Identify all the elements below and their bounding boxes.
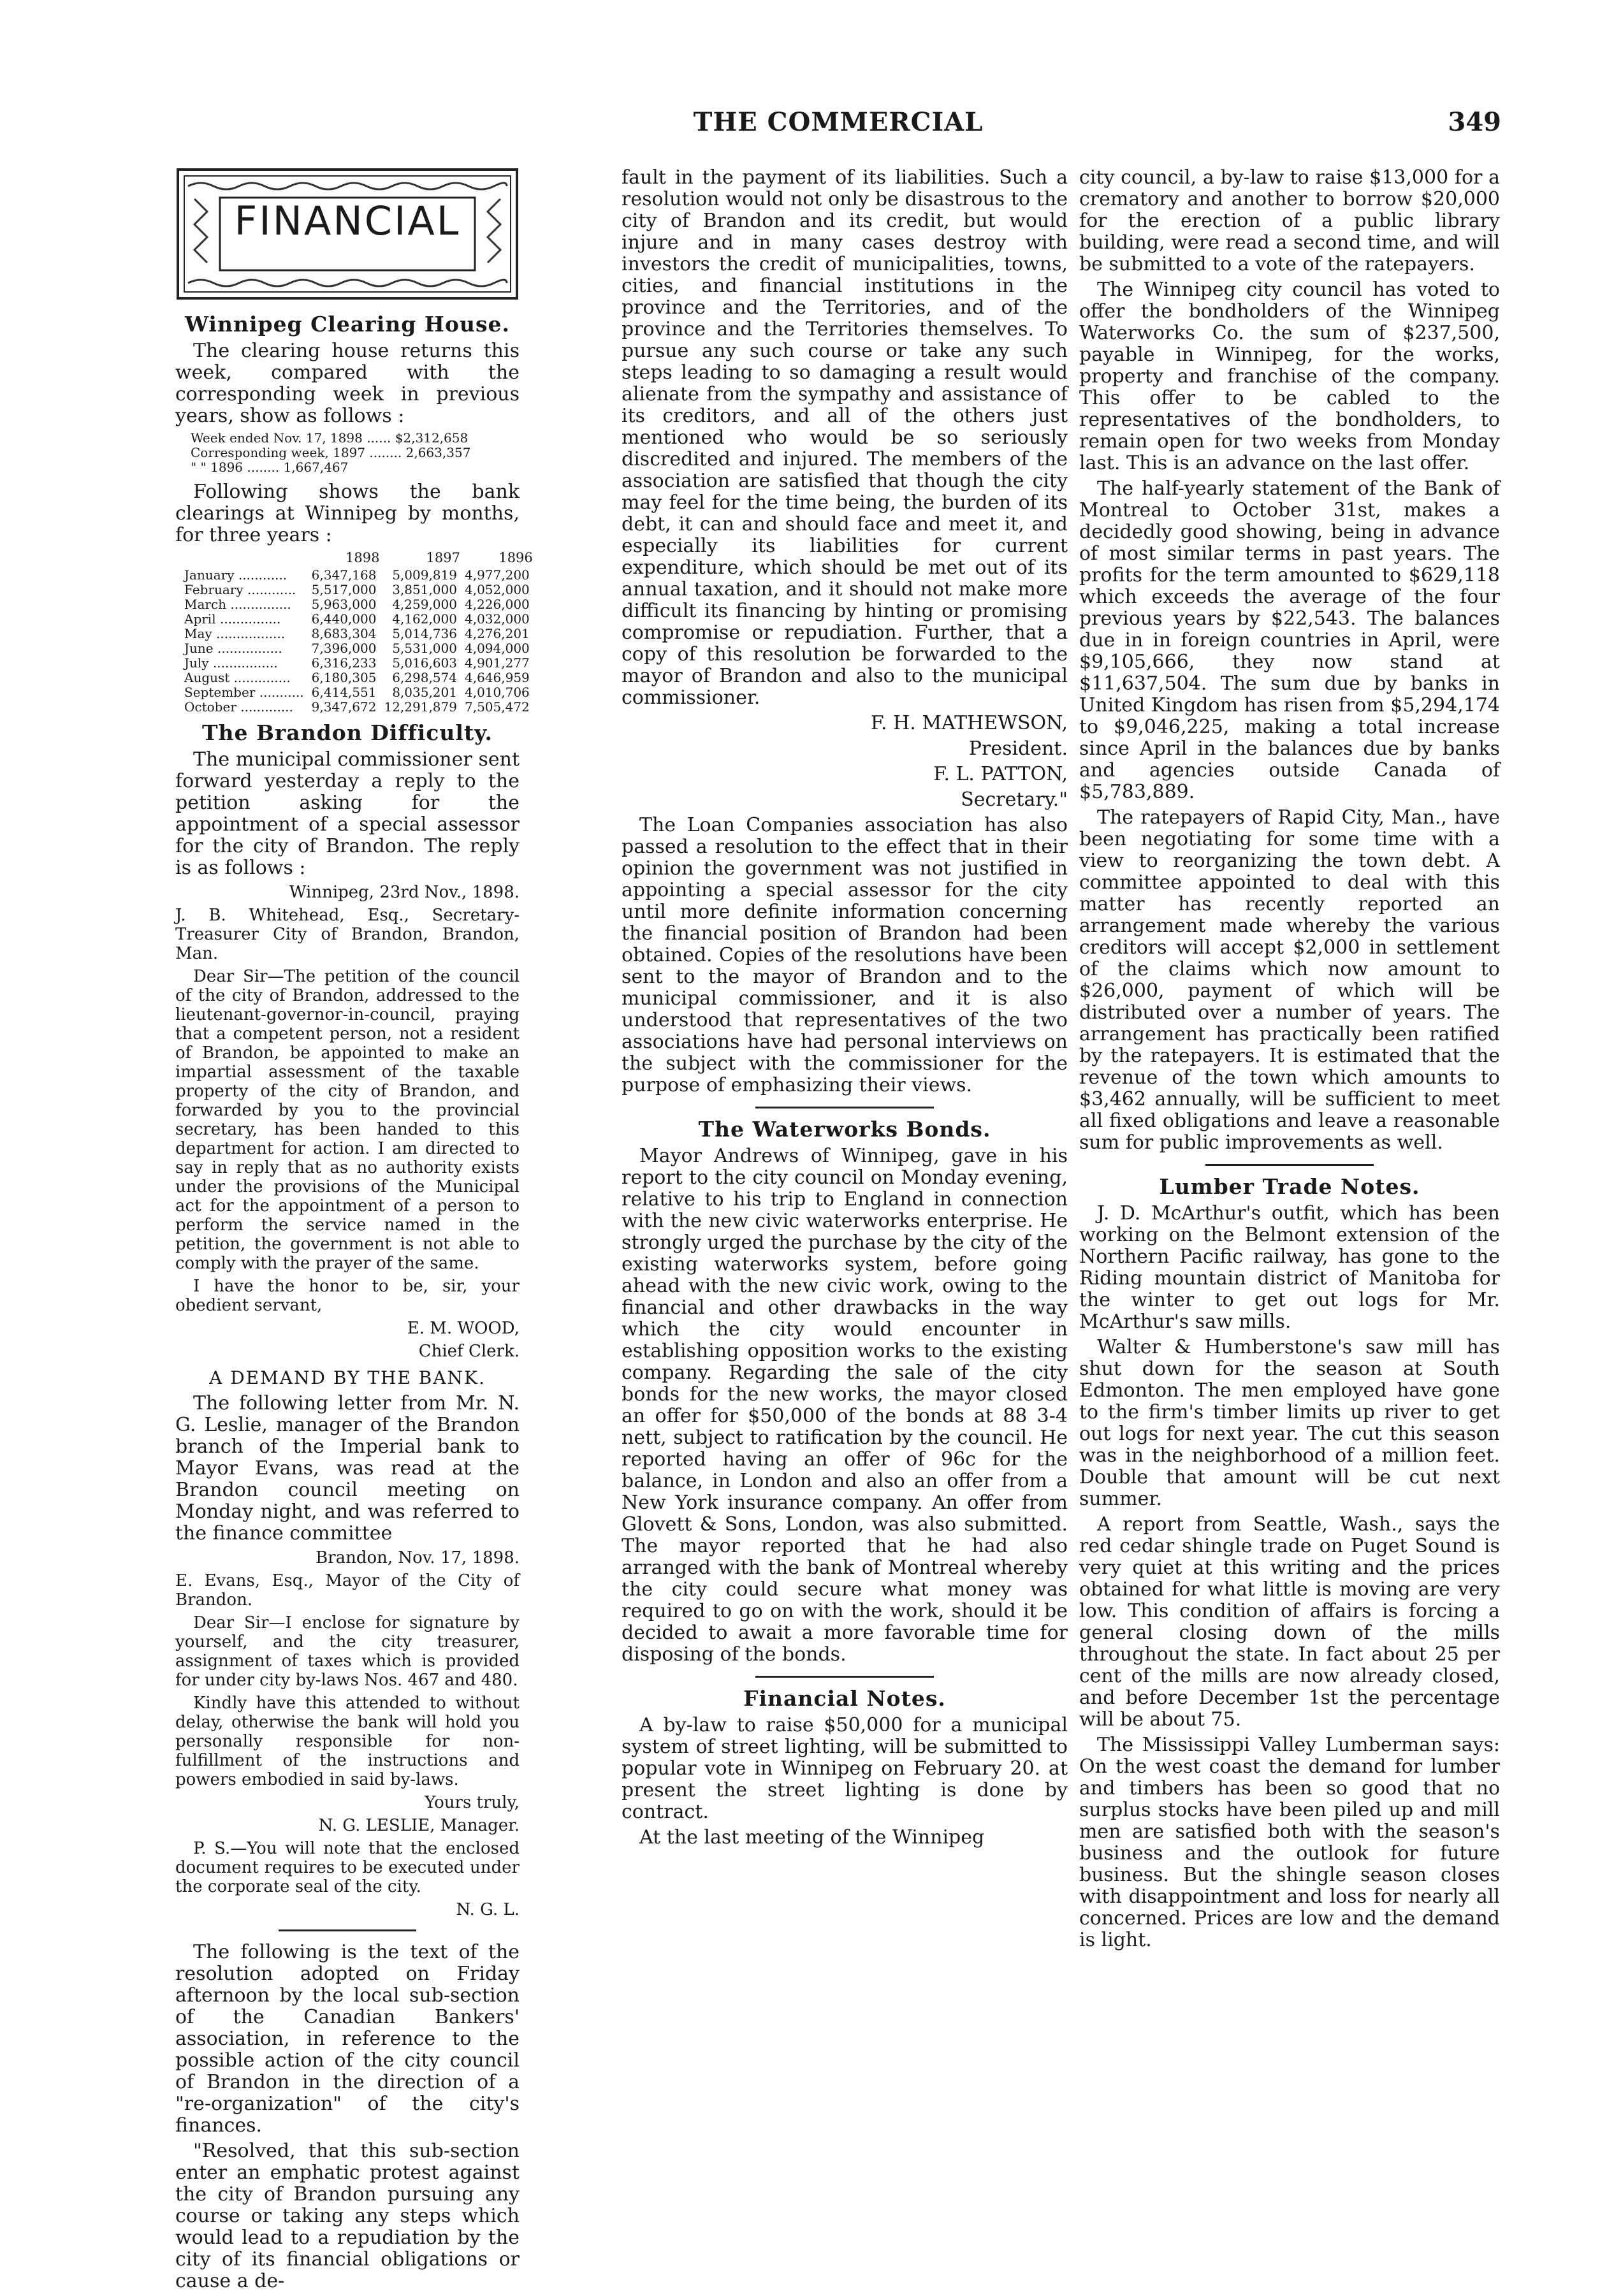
masthead <box>175 107 1501 145</box>
table-row <box>180 656 534 671</box>
table-row <box>180 641 534 656</box>
heading-brandon: The Brandon Difficulty. <box>201 720 493 745</box>
para-loan: The Loan Companies association has also passed a resolution to the effect that in their opinion the government was not justified in appointing a special assessor for the city until more definite information concerning the financial position of Brandon had been obtained. Copies of the resolutions have been sent to the mayor of Brandon and to the municipal commissioner, and it is also understood that representatives of the two associations have had personal interviews on the subject with the commissioner for the purpose of emphasizing their views. <box>622 814 1068 1096</box>
divider <box>1205 1164 1374 1166</box>
signature-name: F. H. MATHEWSON, <box>870 712 1068 734</box>
value-cell: 4,162,000 <box>392 611 457 627</box>
letter-body: Dear Sir—The petition of the council of the city of Brandon, addressed to the lieutenant-governor-in-council, praying that a competent person, not a resident of Brandon, be appointed to make an impartial assessment of the taxable property of the city of Brandon, and forwarded by you to the provincial secretary, has been handed to this department for action. I am directed to say in reply that as no authority exists under the provisions of the Municipal act for the appointment of a person to perform the service named in the petition, the government is not able to comply with the prayer of the same. <box>175 967 520 1273</box>
para-rapid-city: The ratepayers of Rapid City, Man., have been negotiating for some time with a view to reorganizing the town debt. A committee appointed to deal with this matter has recently reported an arrangement made whereby the various creditors will accept $2,000 in settlement of the claims which now amount to $26,000, payment of which will be distributed over a number of years. The arrangement has practically been ratified by the ratepayers. It is estimated that the revenue of the town which amounts to $3,462 annually, will be sufficient to meet all fixed obligations and leave a reasonable sum for public improvements as well. <box>1079 806 1500 1154</box>
value-cell: 6,347,168 <box>311 567 377 583</box>
para-following: Following shows the bank clearings at Winnipeg by months, for three years : <box>175 481 520 546</box>
value-cell: 7,396,000 <box>311 641 377 656</box>
demand-ps: P. S.—You will note that the enclosed document requires to be executed under the corporate seal of the city. <box>175 1839 520 1896</box>
value-cell: 4,032,000 <box>464 611 530 627</box>
para-seattle: A report from Seattle, Wash., says the red cedar shingle trade on Puget Sound is very quiet at this writing and the prices obtained for what little is moving are very low. This condition of affairs is forcing a general closing down of the mills throughout the state. In fact about 25 per cent of the mills are now already closed, and before December 1st the percentage will be about 75. <box>1079 1513 1500 1731</box>
value-cell: 7,505,472 <box>464 699 530 715</box>
month-cell: March ............... <box>184 597 291 612</box>
heading-demand: A DEMAND BY THE BANK. <box>209 1367 486 1388</box>
demand-body: Dear Sir—I enclose for signature by yourself, and the city treasurer, assignment of taxes which is provided for under city by-laws Nos. 467 and 480. <box>175 1613 520 1690</box>
value-cell: 5,014,736 <box>392 626 457 641</box>
value-cell: 5,009,819 <box>392 567 457 583</box>
divider <box>279 1929 416 1931</box>
para-mississippi: The Mississippi Valley Lumberman says: On the west coast the demand for lumber and timbers has been so good that no surplus stocks have been piled up and mill men are satisfied both with the season's business and the outlook for future business. But the shingle season closes with disappointment and loss for nearly all concerned. Prices are low and the demand is light. <box>1079 1734 1500 1951</box>
value-cell: 8,683,304 <box>311 626 377 641</box>
value-cell: 6,298,574 <box>392 670 457 685</box>
para-waterworks: Mayor Andrews of Winnipeg, gave in his report to the city council on Monday evening, relative to his trip to England in connection with the new civic waterworks enterprise. He strongly urged the purchase by the city of the existing waterworks system, before going ahead with the new civic work, owing to the financial and other drawbacks in the way which the city would encounter in establishing opposition works to the existing company. Regarding the sale of the city bonds for the new works, the mayor closed an offer for $50,000 of the bonds at 88 3-4 nett, subject to ratification by the council. He reported having an offer of 96c for the balance, in London and also an offer from a New York insurance company. An offer from Glovett & Sons, London, was also submitted. The mayor reported that he had also arranged with the bank of Montreal whereby the city could secure what money was required to go on with the work, should it be decided to await a more favorable time for disposing of the bonds. <box>622 1145 1068 1666</box>
table-row <box>180 597 534 612</box>
value-cell: 5,016,603 <box>392 655 457 671</box>
year-header: 1897 <box>426 550 460 565</box>
week-row: Week ended Nov. 17, 1898 ...... $2,312,658 <box>191 430 469 446</box>
para-demand: The following letter from Mr. N. G. Leslie, manager of the Brandon branch of the Imperial bank to Mayor Evans, was read at the Brandon council meeting on Monday night, and was referred to the finance committee <box>175 1392 520 1544</box>
para-resolution: The following is the text of the resolution adopted on Friday afternoon by the local sub-section of the Canadian Bankers' association, in reference to the possible action of the city council of Brandon in the direction of a "re-organization" of the city's finances. <box>175 1941 520 2137</box>
letter-date: Winnipeg, 23rd Nov., 1898. <box>289 883 520 902</box>
demand-initials: N. G. L. <box>456 1900 520 1919</box>
week-row: " " 1896 ........ 1,667,467 <box>191 460 349 475</box>
table-row <box>180 700 534 715</box>
value-cell: 6,180,305 <box>311 670 377 685</box>
month-cell: September ........... <box>184 685 304 700</box>
para-council: The Winnipeg city council has voted to offer the bondholders of the Winnipeg Waterworks Co. the sum of $237,500, payable in Winnipeg, for the works, property and franchise of the company. This offer to be cabled to the representatives of the bondholders, to remain open for two weeks from Monday last. This is an advance on the last offer. <box>1079 279 1500 474</box>
table-row <box>180 671 534 685</box>
para-council-cont: city council, a by-law to raise $13,000 for a crematory and another to borrow $20,000 for the erection of a public library building, were read a second time, and will be submitted to a vote of the ratepayers. <box>1079 166 1500 275</box>
value-cell: 4,977,200 <box>464 567 530 583</box>
banner-word: FINANCIAL <box>234 198 461 244</box>
value-cell: 8,035,201 <box>392 685 457 700</box>
demand-signature: N. G. LESLIE, Manager. <box>318 1816 520 1835</box>
para-brandon: The municipal commissioner sent forward yesterday a reply to the petition asking for the appointment of a special assessor for the city of Brandon. The reply is as follows : <box>175 748 520 879</box>
table-row <box>180 685 534 700</box>
signature-title: Chief Clerk. <box>418 1342 520 1361</box>
value-cell: 3,851,000 <box>392 582 457 597</box>
para-last: At the last meeting of the Winnipeg <box>639 1826 985 1849</box>
para-montreal: The half-yearly statement of the Bank of Montreal to October 31st, makes a decidedly good showing, being in advance of most similar terms in past years. The profits for the term amounted to $629,118 which exceeds the average of the four previous years by $22,543. The balances due in in foreign countries in April, were $9,105,666, they now stand at $11,637,504. The sum due by banks in United Kingdom has risen from $5,294,174 to $9,046,225, making a total increase since April in the balances due by banks and agencies outside Canada of $5,783,889. <box>1079 477 1500 803</box>
month-cell: August .............. <box>184 670 291 685</box>
heading-waterworks: The Waterworks Bonds. <box>698 1117 991 1142</box>
table-row <box>180 568 534 583</box>
month-cell: June ................ <box>184 641 282 656</box>
month-cell: April ............... <box>184 611 281 627</box>
publication-title: THE COMMERCIAL <box>693 107 984 137</box>
column-1 <box>175 167 533 2296</box>
para-resolution-cont: fault in the payment of its liabilities. Such a resolution would not only be disastrous to the city of Brandon and its credit, but would injure and in many cases destroy with investors the credit of municipalities, towns, cities, and financial institutions in the province and the Territories, and of the province and the Territories themselves. To pursue any such course or take any such steps leading to so damaging a result would alienate from the sympathy and assistance of its creditors, and all of the others just mentioned who would be so seriously discredited and injured. The members of the association are satisfied that though the city may feel for the time being, the burden of its debt, it can and should face and meet it, and especially its liabilities for current expenditure, which should be met out of its annual taxation, and it should not make more difficult its financing by hinting or promising compromise or repudiation. Further, that a copy of this resolution be forwarded to the mayor of Brandon and also to the municipal commissioner. <box>622 166 1068 709</box>
heading-financial-notes: Financial Notes. <box>743 1686 946 1711</box>
para-resolved: "Resolved, that this sub-section enter an emphatic protest against the city of Brandon pursuing any course or taking any steps which would lead to a repudiation by the city of its financial obligations or cause a de- <box>175 2140 520 2292</box>
value-cell: 6,316,233 <box>311 655 377 671</box>
column-3 <box>1079 167 1500 1955</box>
para-mcarthur: J. D. McArthur's outfit, which has been working on the Belmont extension of the Northern Pacific railway, has gone to the Riding mountain district of Manitoba for the winter to get out logs for Mr. McArthur's saw mills. <box>1079 1202 1500 1333</box>
value-cell: 4,052,000 <box>464 582 530 597</box>
financial-banner <box>175 167 520 301</box>
year-header: 1896 <box>498 550 533 565</box>
value-cell: 4,901,277 <box>464 655 530 671</box>
value-cell: 4,646,959 <box>464 670 530 685</box>
month-cell: July ................ <box>184 655 278 671</box>
demand-to: E. Evans, Esq., Mayor of the City of Brandon. <box>175 1571 520 1609</box>
heading-lumber: Lumber Trade Notes. <box>1159 1174 1420 1199</box>
value-cell: 5,963,000 <box>311 597 377 612</box>
value-cell: 12,291,879 <box>384 699 457 715</box>
value-cell: 6,414,551 <box>311 685 377 700</box>
column-2 <box>622 167 1068 1852</box>
value-cell: 5,517,000 <box>311 582 377 597</box>
monthly-clearings-table <box>180 550 534 715</box>
year-header: 1898 <box>345 550 380 565</box>
week-row: Corresponding week, 1897 ........ 2,663,357 <box>191 445 471 460</box>
page-number: 349 <box>1448 107 1501 137</box>
value-cell: 5,531,000 <box>392 641 457 656</box>
table-row <box>180 583 534 597</box>
demand-close: Yours truly, <box>425 1793 520 1812</box>
divider <box>755 1676 934 1678</box>
table-row <box>180 612 534 627</box>
month-cell: January ............ <box>184 567 287 583</box>
signature-name: F. L. PATTON, <box>933 763 1068 785</box>
value-cell: 4,094,000 <box>464 641 530 656</box>
heading-clearing-house: Winnipeg Clearing House. <box>184 312 511 337</box>
value-cell: 4,010,706 <box>464 685 530 700</box>
value-cell: 6,440,000 <box>311 611 377 627</box>
value-cell: 4,226,000 <box>464 597 530 612</box>
divider <box>755 1107 934 1108</box>
para-clearing: The clearing house returns this week, compared with the corresponding week in previous years, show as follows : <box>175 340 520 427</box>
signature-title: President. <box>968 737 1068 760</box>
para-notes: A by-law to raise $50,000 for a municipal system of street lighting, will be submitted to popular vote in Winnipeg on February 20. at present the street lighting is done by contract. <box>622 1714 1068 1823</box>
month-cell: October ............. <box>184 699 293 715</box>
value-cell: 9,347,672 <box>311 699 377 715</box>
letter-to: J. B. Whitehead, Esq., Secretary-Treasurer City of Brandon, Brandon, Man. <box>175 906 520 963</box>
signature-title: Secretary." <box>961 788 1068 811</box>
demand-date: Brandon, Nov. 17, 1898. <box>316 1548 520 1567</box>
month-cell: February ............ <box>184 582 296 597</box>
letter-close: I have the honor to be, sir, your obedient servant, <box>175 1277 520 1315</box>
value-cell: 4,259,000 <box>392 597 457 612</box>
signature-name: E. M. WOOD, <box>407 1319 520 1338</box>
para-walter: Walter & Humberstone's saw mill has shut down for the season at South Edmonton. The men employed have gone to the firm's timber limits up river to get out logs for next year. The cut this season was in the neighborhood of a million feet. Double that amount will be cut next summer. <box>1079 1336 1500 1510</box>
month-cell: May ................. <box>184 626 286 641</box>
value-cell: 4,276,201 <box>464 626 530 641</box>
weekly-clearings <box>191 431 520 475</box>
table-row <box>180 627 534 641</box>
demand-body: Kindly have this attended to without delay, otherwise the bank will hold you personally responsible for non-fulfillment of the instructions and powers embodied in said by-laws. <box>175 1694 520 1789</box>
